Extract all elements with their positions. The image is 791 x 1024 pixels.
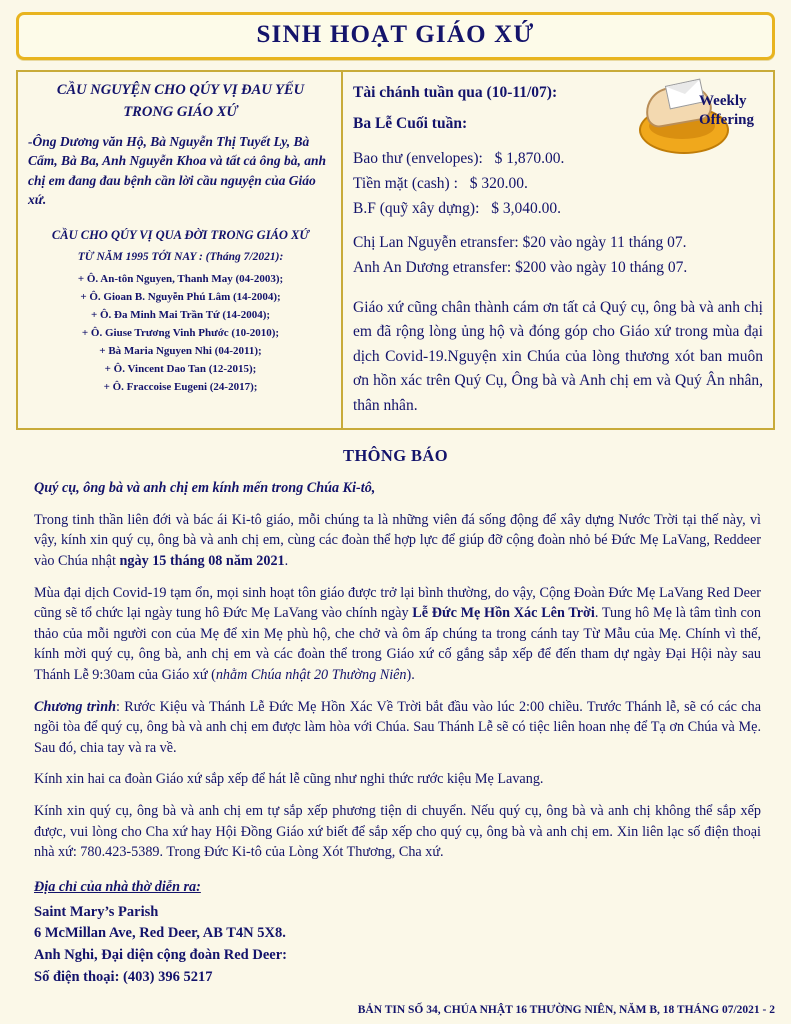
list-item: + Ô. An-tôn Nguyen, Thanh May (04-2003);: [77, 272, 284, 285]
address-line: Saint Mary’s Parish: [34, 903, 159, 920]
list-item: + Ô. Fraccoise Eugeni (24-2017);: [103, 381, 258, 394]
offering-text-line1: Weekly: [699, 93, 747, 109]
finance-column: [343, 72, 773, 428]
address-heading: Địa chỉ của nhà thờ diễn ra:: [34, 878, 201, 895]
address-line: Số điện thoại: (403) 396 5217: [34, 968, 213, 985]
paragraph-emphasis: Lễ Đức Mẹ Hồn Xác Lên Trời: [412, 605, 595, 622]
etransfer-row: Chị Lan Nguyễn etransfer: $20 vào ngày 11 tháng 07.: [353, 233, 687, 251]
deceased-name-list: [28, 270, 333, 397]
notice-title: THÔNG BÁO: [343, 446, 448, 466]
paragraph-text: Kính xin hai ca đoàn Giáo xứ sắp xếp để hát lễ cũng như nghi thức rước kiệu Mẹ Lavang.: [34, 771, 544, 788]
paragraph-text: ).: [406, 666, 415, 683]
page-title-banner: [16, 12, 775, 60]
finance-label: B.F (quỹ xây dựng):: [353, 200, 480, 218]
paragraph-text: Trong tinh thần liên đới và bác ái Ki-tô giáo, mỗi chúng ta là những viên đá sống động để xây dựng Nước Trời tại thế này, vì vậy, kính xin quý cụ, ông bà và anh chị em, cùng các đoàn thể hợp lực để giúp đỡ cộng đoàn nhỏ bé Đức Mẹ LaVang, Reddeer vào Chúa nhật: [34, 511, 761, 569]
finance-subtitle: Ba Lễ Cuối tuần:: [353, 115, 468, 133]
finance-label: Tiền mặt (cash) :: [353, 175, 458, 193]
finance-value: $ 3,040.00.: [491, 200, 561, 218]
list-item: + Ô. Vincent Dao Tan (12-2015);: [104, 363, 257, 376]
finance-value: $ 1,870.00.: [494, 150, 565, 168]
deceased-heading: CẦU CHO QÚY VỊ QUA ĐỜI TRONG GIÁO XỨ: [51, 227, 310, 242]
finance-value: $ 320.00.: [469, 175, 528, 193]
deceased-subheading: TỪ NĂM 1995 TỚI NAY : (Tháng 7/2021):: [77, 250, 284, 263]
page-footer: BẢN TIN SỐ 34, CHÚA NHẬT 16 THƯỜNG NIÊN, NĂM B, 18 THÁNG 07/2021 - 2: [357, 1004, 775, 1016]
address-line: Anh Nghi, Đại diện cộng đoàn Red Deer:: [34, 947, 287, 964]
notice-body: [14, 478, 777, 989]
paragraph-emphasis: Chương trình: [34, 698, 116, 715]
finance-row: [353, 171, 763, 196]
list-item: + Ô. Đa Minh Mai Trần Tứ (14-2004);: [90, 308, 271, 321]
prayer-heading-line2: TRONG GIÁO XỨ: [123, 103, 238, 120]
notice-paragraph-4: [34, 769, 761, 790]
prayer-heading: [28, 80, 333, 124]
prayer-column: [18, 72, 343, 428]
list-item: + Bà Maria Nguyen Nhi (04-2011);: [99, 345, 262, 358]
notice-paragraph-2: [34, 583, 761, 686]
address-line: 6 McMillan Ave, Red Deer, AB T4N 5X8.: [34, 925, 286, 942]
list-item: + Ô. Giuse Trương Vinh Phước (10-2010);: [81, 326, 280, 339]
paragraph-emphasis: ngày 15 tháng 08 năm 2021: [119, 552, 285, 569]
offering-text-line2: Offering: [699, 111, 754, 128]
notice-paragraph-5: [34, 801, 761, 863]
paragraph-text: Mùa đại dịch Covid-19 tạm ổn, mọi sinh hoạt tôn giáo được trở lại bình thường, do vậy, Cộng Đoàn Đức Mẹ LaVang Red Deer cũng sẽ tổ chức lại ngày tung hô Đức Mẹ LaVang vào chính ngày: [34, 584, 761, 622]
etransfer-row: Anh An Dương etransfer: $200 vào ngày 10 tháng 07.: [353, 258, 688, 276]
sick-list-text: -Ông Dương văn Hộ, Bà Nguyễn Thị Tuyết Ly, Bà Cẩm, Bà Ba, Anh Nguyễn Khoa và tất cả ông bà, anh chị em đang đau bệnh cần lời cầu nguyện của Giáo xứ.: [28, 133, 327, 208]
list-item: + Ô. Gioan B. Nguyễn Phú Lâm (14-2004);: [80, 290, 281, 303]
page-title: SINH HOẠT GIÁO XỨ: [256, 21, 535, 48]
paragraph-text: : Rước Kiệu và Thánh Lễ Đức Mẹ Hồn Xác Về Trời bắt đầu vào lúc 2:00 chiều. Trước Thánh lễ, sẽ có các cha ngồi tòa để quý cụ, ông bà và anh chị em được làm hòa với Chúa. Sau Thánh Lễ sẽ có tiệc liên hoan nhẹ để Tạ ơn Chúa và Mẹ. Sau đó, chia tay và ra về.: [34, 698, 761, 756]
offering-graphic-text: [699, 92, 754, 130]
notice-paragraph-3: [34, 697, 761, 759]
weekly-offering-icon: [637, 76, 765, 162]
paragraph-italic: nhằm Chúa nhật 20 Thường Niên: [215, 666, 407, 683]
prayer-heading-line1: CẦU NGUYỆN CHO QÚY VỊ ĐAU YẾU: [56, 82, 305, 98]
notice-greeting: Quý cụ, ông bà và anh chị em kính mến trong Chúa Ki-tô,: [34, 480, 376, 497]
thank-you-paragraph: Giáo xứ cũng chân thành cám ơn tất cả Quý cụ, ông bà và anh chị em đã rộng lòng ủng hộ và đóng góp cho Giáo xứ trong mùa đại dịch Covid-19.Nguyện xin Chúa của lòng thương xót ban muôn ơn hồn xác trên Quý Cụ, Ông bà và Anh chị em và Quý Ân nhân, thân nhân.: [353, 298, 763, 414]
notice-paragraph-1: [34, 510, 761, 572]
top-info-box: [16, 70, 775, 430]
paragraph-text: Kính xin quý cụ, ông bà và anh chị em tự sắp xếp phương tiện di chuyển. Nếu quý cụ, ông bà và anh chị không thể sắp xếp được, vui lòng cho Cha xứ hay Hội Đồng Giáo xứ biết để sắp xếp cho quý cụ, ông bà và anh chị em. Xin liên lạc số điện thoại nhà xứ: 780.423-5389. Trong Đức Ki-tô của Lòng Xót Thương, Cha xứ.: [34, 802, 761, 861]
paragraph-text: .: [284, 552, 289, 569]
finance-label: Bao thư (envelopes):: [353, 150, 483, 168]
finance-row: [353, 196, 763, 221]
paragraph-text: . Tung hô Mẹ là tâm tình con thảo của mỗi người con của Mẹ để xin Mẹ phù hộ, che chở và ôm ấp chúng ta trong cánh tay Từ Mẫu của Mẹ. Chính vì thế, kính mời quý cụ, ông bà, anh chị em và các đoàn thể trong Giáo xứ cố gắng sắp xếp để đến tham dự ngày Đại Hội này sau Thánh Lễ 9:30am của Giáo xứ (: [34, 605, 761, 683]
finance-title: Tài chánh tuần qua (10-11/07):: [353, 84, 558, 101]
